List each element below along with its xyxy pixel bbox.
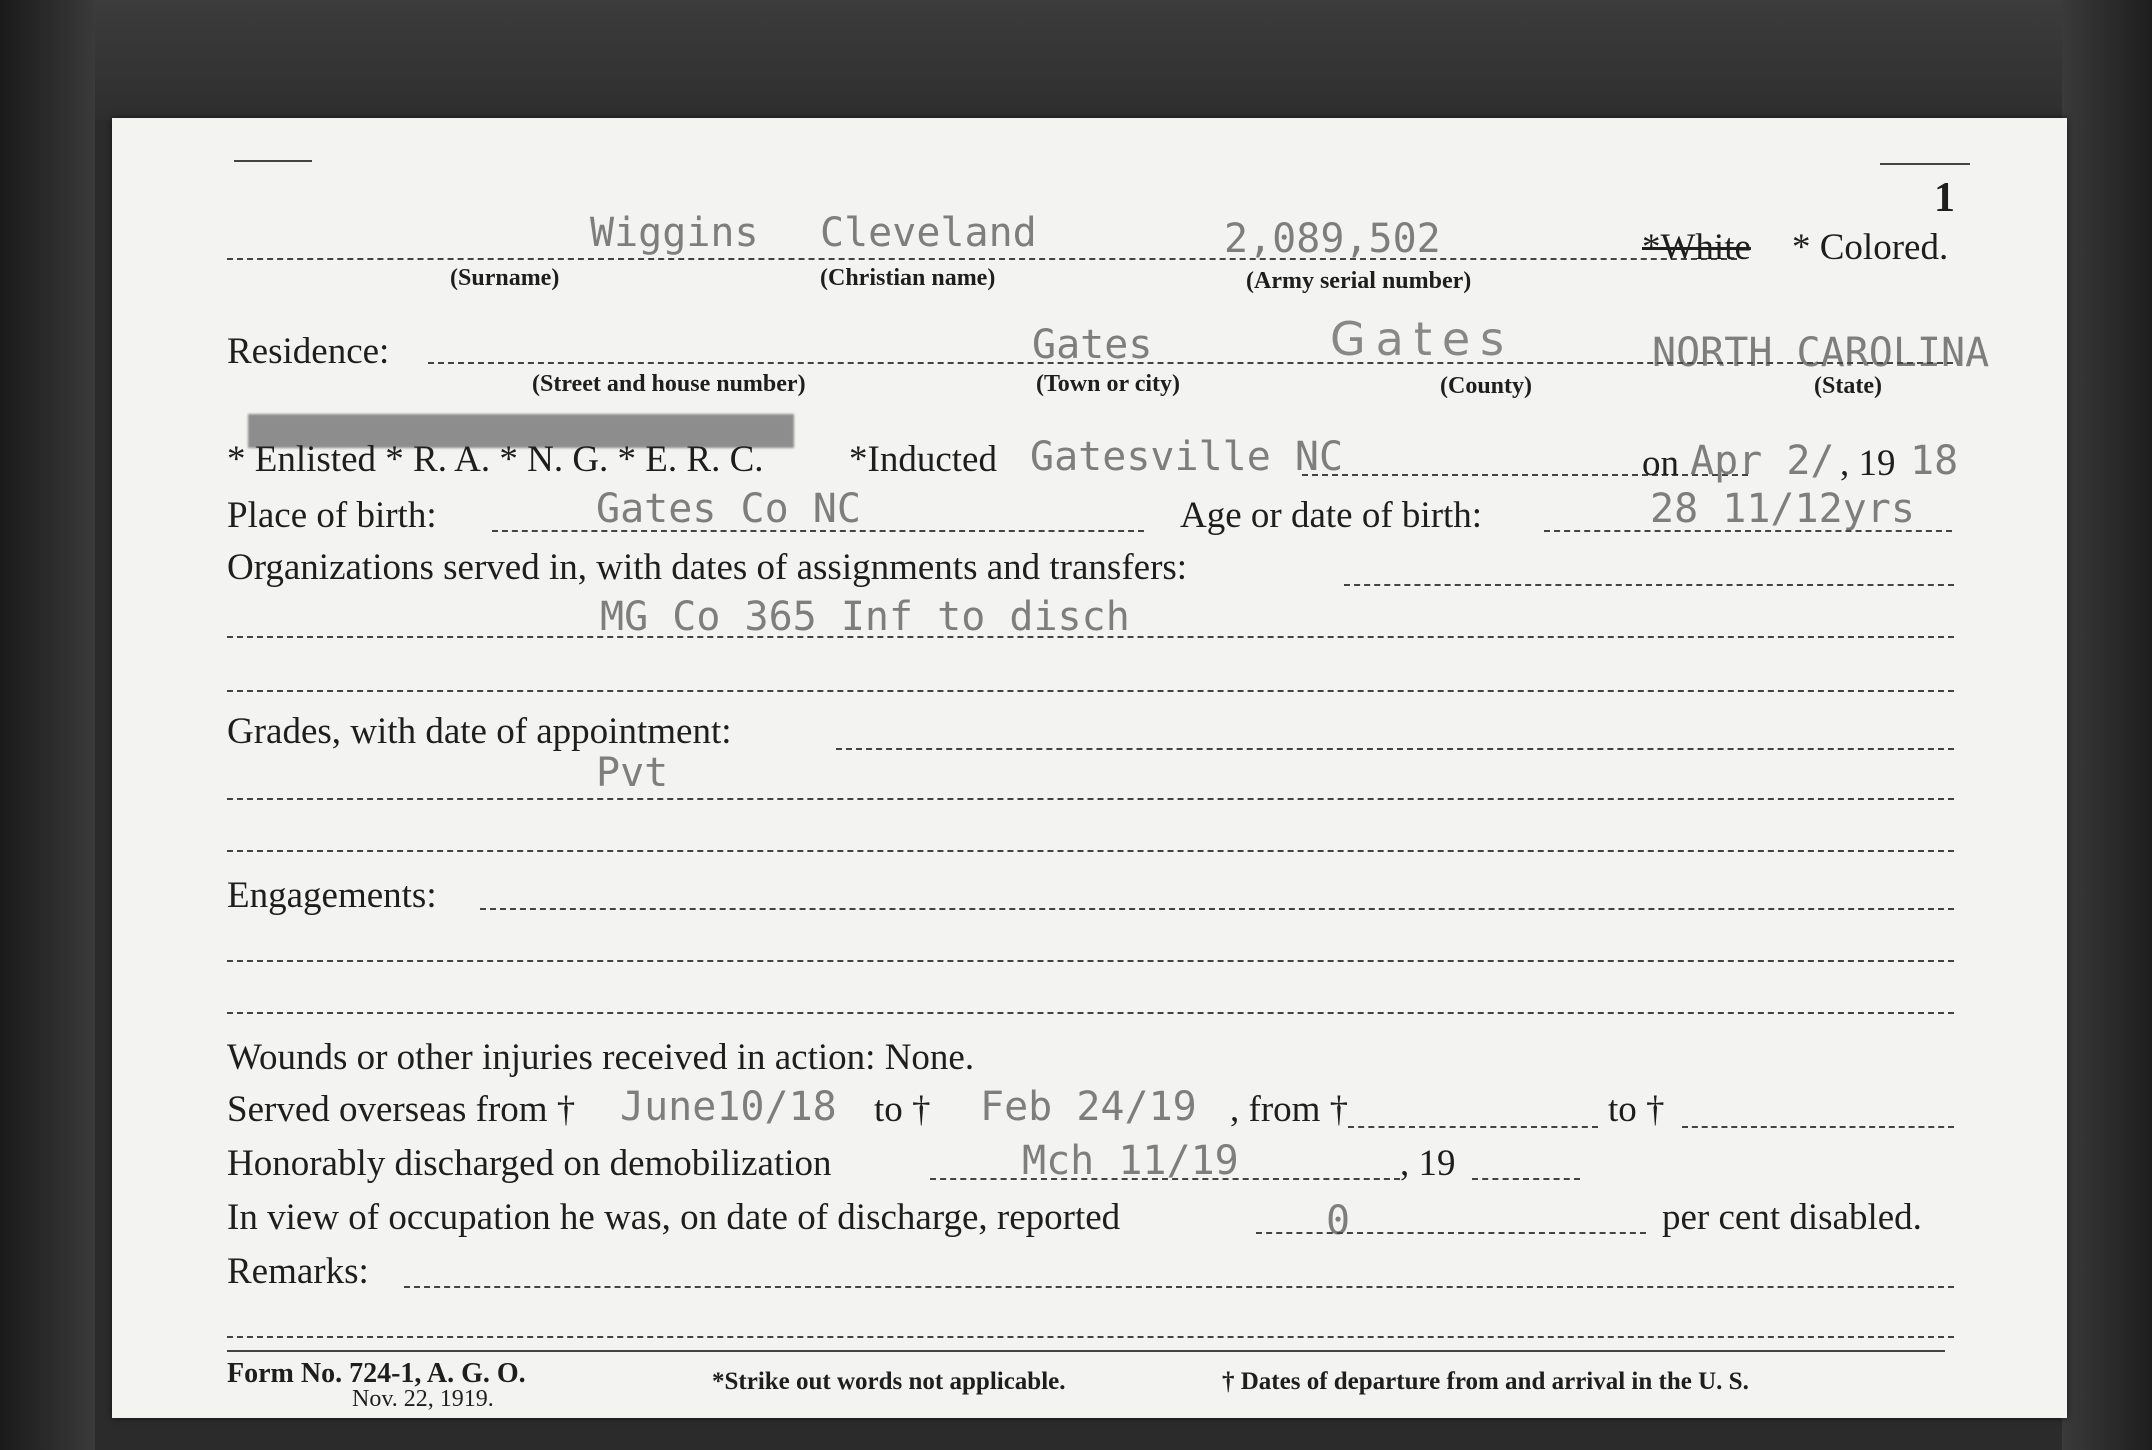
engagements-line-3 (227, 1012, 1954, 1014)
service-record-card (112, 118, 2067, 1418)
discharged-label: Honorably discharged on demobilization (227, 1143, 832, 1184)
grades-line-1 (836, 748, 1954, 750)
age-value: 28 11/12yrs (1650, 486, 1915, 532)
overseas-from-value: June10/18 (620, 1084, 837, 1130)
discharge-year-line (1472, 1178, 1580, 1180)
inducted-date-value: Apr 2/ (1690, 438, 1835, 484)
inducted-line (1302, 474, 1748, 476)
overseas-from-label-2: , from † (1230, 1089, 1349, 1130)
overseas-to-label-2: to † (1608, 1089, 1665, 1130)
residence-label: Residence: (227, 331, 390, 372)
surname-caption: (Surname) (450, 265, 560, 291)
christian-name-value: Cleveland (820, 210, 1037, 256)
birthplace-value: Gates Co NC (596, 486, 861, 532)
christian-name-caption: (Christian name) (820, 265, 996, 291)
street-caption: (Street and house number) (532, 371, 806, 397)
discharge-year-prefix: , 19 (1400, 1143, 1456, 1184)
disabled-suffix: per cent disabled. (1662, 1197, 1922, 1238)
birthplace-line (492, 530, 1144, 532)
serial-number-caption: (Army serial number) (1246, 268, 1472, 294)
age-label: Age or date of birth: (1180, 495, 1483, 536)
overseas-to-line-2 (1682, 1126, 1954, 1128)
wounds-label: Wounds or other injuries received in action: None. (227, 1037, 975, 1078)
strike-note: *Strike out words not applicable. (712, 1368, 1066, 1395)
corner-mark-right (1880, 163, 1970, 165)
remarks-label: Remarks: (227, 1251, 369, 1292)
scanner-background-top (0, 0, 2152, 120)
state-caption: (State) (1814, 373, 1882, 399)
remarks-line-1 (404, 1286, 1954, 1288)
enlisted-options: * Enlisted * R. A. * N. G. * E. R. C. (227, 439, 764, 480)
name-line (227, 258, 1737, 260)
grades-line-3 (227, 850, 1954, 852)
county-caption: (County) (1440, 373, 1533, 399)
organizations-line-3 (227, 690, 1954, 692)
discharge-line (930, 1178, 1400, 1180)
discharge-date-value: Mch 11/19 (1022, 1138, 1239, 1184)
serial-number-value: 2,089,502 (1224, 216, 1441, 262)
age-line (1544, 530, 1952, 532)
overseas-to-value: Feb 24/19 (980, 1084, 1197, 1130)
race-colored-option: * Colored. (1792, 227, 1949, 268)
surname-value: Wiggins (590, 210, 759, 256)
organizations-line-2 (227, 636, 1954, 638)
inducted-year-prefix: , 19 (1840, 443, 1896, 484)
card-number: 1 (1934, 175, 1955, 221)
dates-note: † Dates of departure from and arrival in the U. S. (1222, 1368, 1749, 1395)
form-number: Form No. 724-1, A. G. O. (227, 1358, 526, 1389)
organization-value: MG Co 365 Inf to disch (600, 594, 1130, 640)
inducted-year-value: 18 (1910, 438, 1959, 484)
town-caption: (Town or city) (1036, 371, 1180, 397)
disabled-percent-line (1256, 1232, 1646, 1234)
engagements-label: Engagements: (227, 875, 437, 916)
residence-line (428, 362, 1953, 364)
form-date: Nov. 22, 1919. (352, 1386, 494, 1412)
disabled-percent-value: 0 (1326, 1198, 1351, 1244)
residence-state-value: NORTH CAROLINA (1652, 330, 1990, 376)
overseas-from-line-2 (1348, 1126, 1598, 1128)
grades-label: Grades, with date of appointment: (227, 711, 732, 752)
scanner-background-right (2062, 0, 2152, 1450)
remarks-line-2 (227, 1336, 1954, 1338)
footer-rule (227, 1350, 1945, 1352)
organizations-label: Organizations served in, with dates of assignments and transfers: (227, 547, 1188, 588)
race-white-option: *White (1642, 227, 1751, 268)
inducted-place-value: Gatesville NC (1030, 434, 1344, 480)
residence-county-value: Gates (1330, 312, 1515, 366)
overseas-from-label: Served overseas from † (227, 1089, 576, 1130)
grades-line-2 (227, 798, 1954, 800)
organizations-line-1 (1344, 584, 1954, 586)
grade-value: Pvt (596, 750, 669, 796)
birthplace-label: Place of birth: (227, 495, 437, 536)
overseas-to-label: to † (874, 1089, 931, 1130)
occupation-label: In view of occupation he was, on date of discharge, reported (227, 1197, 1121, 1238)
corner-mark-left (234, 160, 312, 162)
engagements-line-1 (480, 908, 1954, 910)
inducted-label: *Inducted (849, 439, 997, 480)
scanner-background-left (0, 0, 95, 1450)
inducted-on-label: on (1642, 443, 1679, 484)
engagements-line-2 (227, 960, 1954, 962)
residence-town-value: Gates (1032, 322, 1153, 368)
